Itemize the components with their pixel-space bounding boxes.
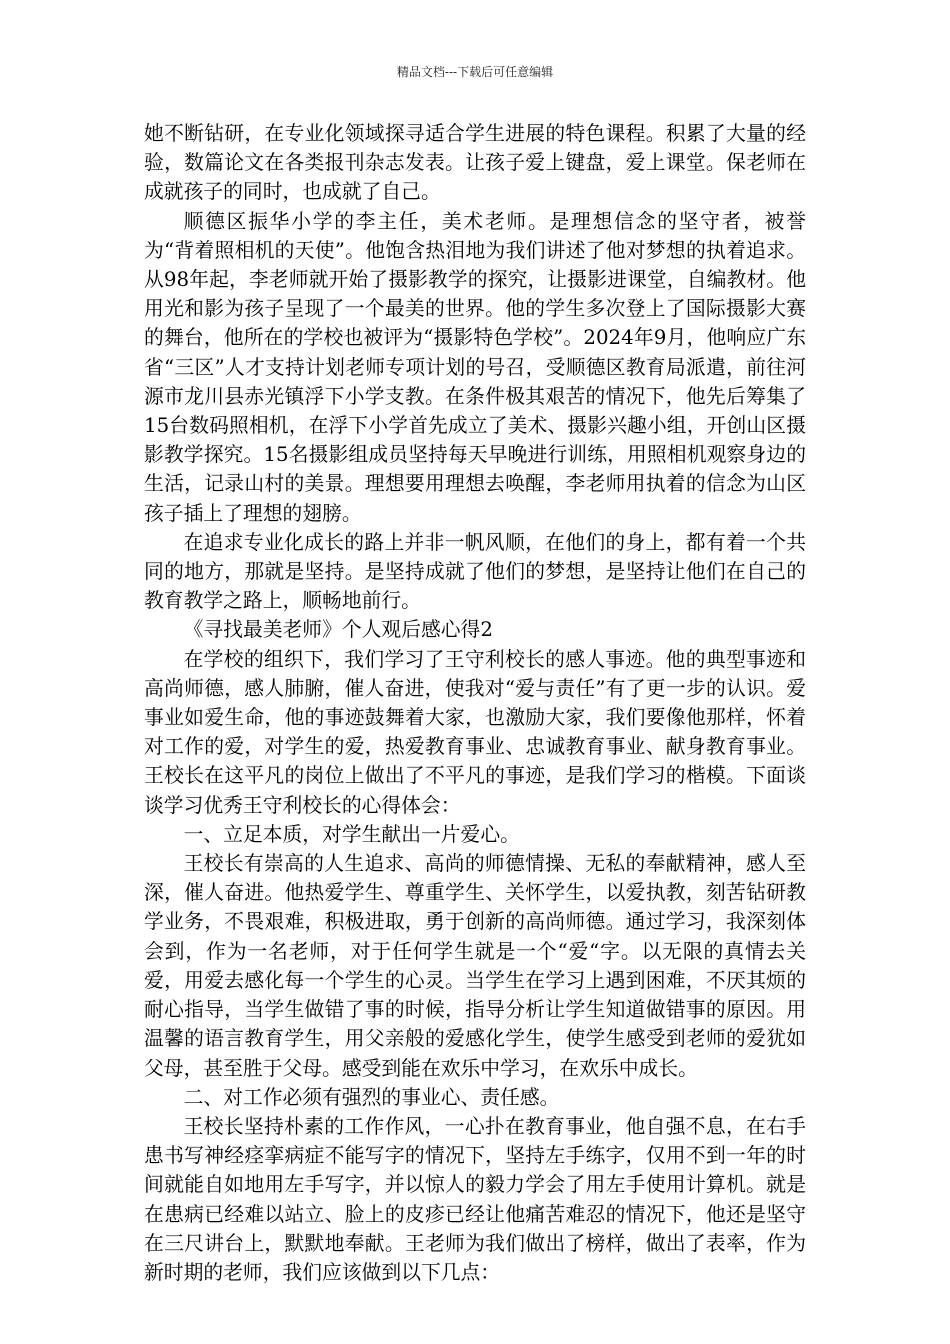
paragraph: 她不断钻研，在专业化领域探寻适合学生进展的特色课程。积累了大量的经验，数篇论文在各类报刊杂志发表。让孩子爱上键盘，爱上课堂。保老师在成就孩子的同时，也成就了自己。 [144, 122, 806, 204]
section-heading: 二、对工作必须有强烈的事业心、责任感。 [183, 1085, 560, 1109]
paragraph: 王校长有崇高的人生追求、高尚的师德情操、无私的奉献精神，感人至深，催人奋进。他热爱学生、尊重学生、关怀学生，以爱执教，刻苦钻研教学业务，不畏艰难，积极进取，勇于创新的高尚师德。通过学习，我深刻体会到，作为一名老师，对于任何学生就是一个“爱“字。以无限的真情去关爱，用爱去感化每一个学生的心灵。当学生在学习上遇到困难，不厌其烦的耐心指导，当学生做错了事的时候，指导分析让学生知道做错事的原因。用温馨的语言教育学生，用父亲般的爱感化学生，使学生感受到老师的爱犹如父母，甚至胜于父母。感受到能在欢乐中学习，在欢乐中成长。 [144, 852, 806, 1080]
paragraph: 王校长坚持朴素的工作作风，一心扑在教育事业，他自强不息，在右手患书写神经痉挛病症不能写字的情况下，坚持左手练字，仅用不到一年的时间就能自如地用左手写字，并以惊人的毅力学会了用左手使用计算机。就是在患病已经难以站立、脸上的皮疹已经让他痛苦难忍的情况下，他还是坚守在三尺讲台上，默默地奉献。王老师为我们做出了榜样，做出了表率，作为新时期的老师，我们应该做到以下几点： [144, 1114, 806, 1284]
paragraph: 顺德区振华小学的李主任，美术老师。是理想信念的坚守者，被誉为“背着照相机的天使”。他饱含热泪地为我们讲述了他对梦想的执着追求。从98年起，李老师就开始了摄影教学的探究，让摄影进课堂，自编教材。他用光和影为孩子呈现了一个最美的世界。他的学生多次登上了国际摄影大赛的舞台，他所在的学校也被评为“摄影特色学校”。2024年9月，他响应广东省“三区”人才支持计划老师专项计划的号召，受顺德区教育局派遣，前往河源市龙川县赤光镇浮下小学支教。在条件极其艰苦的情况下，他先后筹集了15台数码照相机，在浮下小学首先成立了美术、摄影兴趣小组，开创山区摄影教学探究。15名摄影组成员坚持每天早晚进行训练，用照相机观察身边的生活，记录山村的美景。理想要用理想去唤醒，李老师用执着的信念为山区孩子插上了理想的翅膀。 [144, 209, 806, 525]
page-header: 精品文档---下载后可任意编辑 [396, 65, 554, 79]
section-heading: 一、立足本质，对学生献出一片爱心。 [183, 822, 520, 846]
paragraph: 在学校的组织下，我们学习了王守利校长的感人事迹。他的典型事迹和高尚师德，感人肺腑，催人奋进，使我对“爱与责任”有了更一步的认识。爱事业如爱生命，他的事迹鼓舞着大家，也激励大家，我们要像他那样，怀着对工作的爱，对学生的爱，热爱教育事业、忠诚教育事业、献身教育事业。王校长在这平凡的岗位上做出了不平凡的事迹，是我们学习的楷模。下面谈谈学习优秀王守利校长的心得体会： [144, 647, 806, 817]
paragraph: 在追求专业化成长的路上并非一帆风顺，在他们的身上，都有着一个共同的地方，那就是坚持。是坚持成就了他们的梦想，是坚持让他们在自己的教育教学之路上，顺畅地前行。 [144, 530, 806, 613]
document-body [144, 119, 806, 1287]
section-title: 《寻找最美老师》个人观后感心得2 [183, 618, 493, 642]
